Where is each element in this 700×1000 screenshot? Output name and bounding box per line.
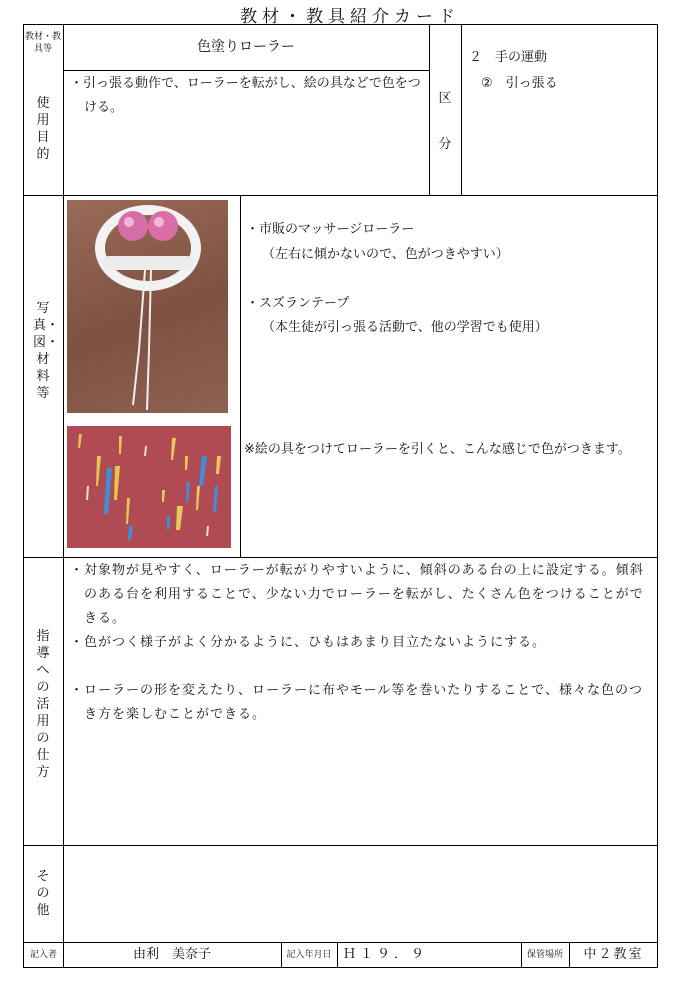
author-label: 記入者	[29, 950, 57, 960]
material-item2-note: （本生徒が引っ張る活動で、他の学習でも使用）	[262, 320, 548, 335]
material-item1: ・市販のマッサージローラー	[246, 222, 415, 237]
material-item1-note: （左右に傾かないので、色がつきやすい）	[262, 247, 509, 262]
usage-item-2: ・色がつく様子がよく分かるように、ひもはあまり目立たないようにする。	[70, 635, 547, 650]
roller-ball-right	[148, 211, 178, 241]
photos-label: 写真・図・材料 等	[33, 301, 63, 401]
storage-value: 中２教室	[583, 947, 644, 962]
usage-item-3: ・ローラーの形を変えたり、ローラーに布やモール等を巻いたりすることで、様々な色のつき方を楽しむことができる。	[70, 683, 643, 722]
roller-ball-left	[118, 211, 148, 241]
roller-frame	[100, 210, 196, 286]
roller-image	[67, 200, 228, 413]
usage-item-1: ・対象物が見やすく、ローラーが転がりやすいように、傾斜のある台の上に設定する。傾斜のある台を利用することで、少ない力でローラーを転がし、たくさん色をつけることができる。	[70, 563, 644, 626]
material-label: 教材・教具等	[25, 32, 62, 54]
category-label: 区分	[438, 91, 452, 152]
usage-label: 指導への活用の仕方	[36, 629, 50, 780]
category-line2: ② 引っ張る	[481, 76, 558, 91]
category-line1: ２ 手の運動	[469, 50, 548, 65]
material-note: ※絵の具をつけてローラーを引くと、こんな感じで色がつきます。	[244, 442, 631, 457]
author-value: 由利 美奈子	[132, 947, 211, 962]
other-label: その他	[36, 869, 50, 918]
card-title: 教材・教具紹介カード	[240, 7, 460, 27]
painted-image	[67, 426, 231, 548]
material-name: 色塗りローラー	[197, 39, 295, 55]
storage-label: 保管場所	[526, 950, 563, 960]
date-label: 記入年月日	[286, 950, 332, 960]
purpose-text: ・引っ張る動作で、ローラーを転がし、絵の具などで色をつける。	[70, 76, 421, 115]
roller-photo	[67, 200, 228, 413]
material-item2: ・スズランテープ	[246, 296, 350, 311]
ribbon-tape	[133, 270, 151, 410]
date-value: Ｈ１９．９	[343, 947, 429, 962]
purpose-label: 使用目的	[36, 96, 50, 162]
painted-photo	[67, 426, 231, 548]
roller-handle	[103, 256, 193, 270]
